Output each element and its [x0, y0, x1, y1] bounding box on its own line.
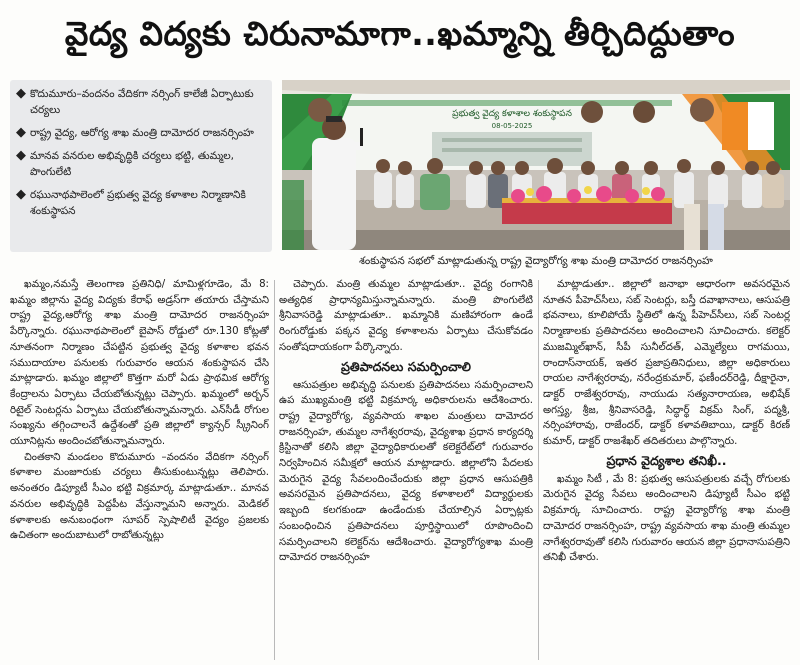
bullet-icon: ◆ — [16, 125, 26, 140]
highlight-text: రఘునాథపాలెంలో ప్రభుత్వ వైద్య కళాశాల నిర్మాణానికి శంకుస్థాపన — [30, 189, 246, 217]
article-paragraph: చెప్పారు. మంత్రి తుమ్మల మాట్లాడుతూ.. వైద్య రంగానికి అత్యధిక ప్రాధాన్యమిస్తున్నామన్నారు. మంత్రి పొంగులేటి శ్రీనివాసరెడ్డి మాట్లాడుతూ.. ఖమ్మానికి మణిహారంగా ఉండే రింగురోడ్డుకు పక్కన వైద్య కళాశాలను ఏర్పాటు చేసుకోవడం సంతోషదాయకంగా పేర్కొన్నారు. — [279, 279, 533, 353]
highlights-box — [10, 80, 272, 252]
highlight-item — [16, 187, 264, 219]
article-paragraph: ఖమ్మం సిటీ , మే 8: ప్రభుత్వ ఆసుపత్రులకు వచ్చే రోగులకు మెరుగైన వైద్య సేవలు అందించాలని డిప్యూటీ సీఎం భట్టి విక్రమార్క సూచించారు. రాష్ట్ర వైద్యారోగ్య శాఖ మంత్రి దామోదర రాజనర్సింహ, రాష్ట్ర వ్యవసాయ శాఖ మంత్రి తుమ్మల నాగేశ్వరరావుతో కలిసి గురువారం ఆయన జిల్లా ప్రధానాసుపత్రిని తనిఖీ చేశారు. — [543, 473, 790, 564]
bullet-icon: ◆ — [16, 148, 26, 163]
bullet-icon: ◆ — [16, 86, 26, 101]
headline: వైద్య విద్యకు చిరునామాగా..ఖమ్మాన్ని తీర్చిదిద్దుతాం — [64, 13, 736, 53]
article-column-1 — [10, 277, 269, 662]
banner-date: 08-05-2025 — [491, 122, 533, 130]
article-paragraph: ఖమ్మం,నమస్తే తెలంగాణ ప్రతినిధి/ మామిళ్లగూడెం, మే 8: ఖమ్మం జిల్లాను వైద్య విద్యకు కేరాఫ్ అడ్రస్‌గా తయారు చేస్తామని రాష్ట్ర వైద్య,ఆరోగ్య శాఖ మంత్రి దామోదర రాజనర్సింహ పేర్కొన్నారు. రఘునాథపాలెంలో బైపాస్ రోడ్డులో రూ.130 కోట్లతో నూతనంగా నిర్మాణం చేపట్టిన ప్రభుత్వ వైద్య కళాశాల భవన సముదాయాల పనులకు గురువారం ఆయన శంకుస్థాపన చేసి మాట్లాడారు. ఖమ్మం జిల్లాలో కొత్తగా మరో ఏడు ప్రాథమిక ఆరోగ్య కేంద్రాలను ఏర్పాటు చేయబోతున్నట్లు చెప్పారు. ఖమ్మంలో అర్బన్ రిటైల్ సెంటర్లను ఏర్పాటు చేయబోతున్నామన్నారు. ఎన్‌సీడీ రోగుల సంఖ్యను తగ్గించాలనే ఉద్దేశంతో ప్రతి జిల్లాలో క్యాన్సర్ స్క్రీనింగ్ యూనిట్లను అందించబోతున్నామన్నారు. — [10, 279, 269, 448]
column-divider — [538, 280, 539, 660]
event-photo — [282, 80, 790, 250]
highlight-text: రాష్ట్ర వైద్య, ఆరోగ్య శాఖ మంత్రి దామోదర రాజనర్సింహ — [30, 127, 254, 139]
highlight-item — [16, 148, 264, 180]
event-photo-illustration — [282, 80, 790, 250]
highlight-text: కొదుమూరు–వందనం వేదికగా నర్సింగ్ కాలేజీ ఏర్పాటుకు చర్యలు — [30, 88, 254, 116]
highlight-text: మానవ వనరుల అభివృద్ధికి చర్యలు భట్టి, తుమ్మల, పొంగులేటి — [30, 150, 234, 178]
bullet-icon: ◆ — [16, 187, 26, 202]
photo-caption: శంకుస్థాపన సభలో మాట్లాడుతున్న రాష్ట్ర వైద్యారోగ్య శాఖ మంత్రి దామోదర రాజనర్సింహ — [359, 255, 713, 267]
section-subhead: ప్రధాన వైద్యశాల తనిఖీ.. — [606, 452, 727, 468]
column-divider — [274, 280, 275, 660]
article-paragraph: మాట్లాడుతూ.. జిల్లాలో జనాభా ఆధారంగా అవసరమైన నూతన పీహెచ్‌సీలు, సబ్ సెంటర్లు, బస్తీ దవాఖానాలు, ఆసుపత్రి భవనాలు, కూలిపోయే స్థితిలో ఉన్న పీహెచ్‌సీలు, సబ్ సెంటర్ల నిర్మాణాలకు ప్రతిపాదనలు అందించాలని సూచించారు. కలెక్టర్ ముజమ్మిల్‌ఖాన్, సీపీ సునీల్‌దత్, ఎమ్మెల్యేలు రాగమయి, రాందాస్‌నాయక్, ఇతర ప్రజాప్రతినిధులు, జిల్లా అధికారులు రాయల నాగేశ్వరరావు, నరేంద్రకుమార్, ఫణీందర్‌రెడ్డి, దీక్షారైనా, డాక్టర్ రాజేశ్వరరావు, నాయుడు సత్యనారాయణ, అభిషేక్ అగస్త్య, శ్రీజ, శ్రీనివాసరెడ్డి, సిద్ధార్థ్ విక్రమ్ సింగ్, పద్మశ్రీ, నర్సింహారావు, రాజేందర్, డాక్టర్ కళావతిబాయి, డాక్టర్ కిరణ్ కుమార్, డాక్టర్ రాజశేఖర్ తదితరులు పాల్గొన్నారు. — [543, 279, 790, 448]
section-subhead: ప్రతిపాదనలు సమర్పించాలి — [341, 358, 471, 374]
article-paragraph: ఆసుపత్రుల అభివృద్ధి పనులకు ప్రతిపాదనలు సమర్పించాలని ఉప ముఖ్యమంత్రి భట్టి విక్రమార్క అధికారులను ఆదేశించారు. రాష్ట్ర వైద్యారోగ్య, వ్యవసాయ శాఖల మంత్రులు దామోదర రాజనర్సింహ, తుమ్మల నాగేశ్వరరావు, వైద్యశాఖ ప్రధాన కార్యదర్శి క్రిస్టినాతో కలిసి జిల్లా వైద్యాధికారులతో కలెక్టరేట్‌లో గురువారం నిర్వహించిన సమీక్షలో ఆయన మాట్లాడారు. జిల్లాలోని పేదలకు మెరుగైన వైద్య సేవలందించేందుకు జిల్లా ప్రధాన ఆసుపత్రికి అవసరమైన ప్రతిపాదనలు, వైద్య కళాశాలలో విద్యార్థులకు ఇబ్బంది కలగకుండా ఉండేందుకు చేయాల్సిన ఏర్పాట్లకు సంబంధించిన ప్రతిపాదనలు పూర్తిస్థాయిలో రూపొందించి సమర్పించాలని కలెక్టర్‌ను ఆదేశించారు. వైద్యారోగ్యశాఖ మంత్రి దామోదర రాజనర్సింహ — [279, 379, 533, 564]
article-column-2 — [279, 277, 533, 662]
article-paragraph: చింతకాని మండలం కొదుమూరు –వందనం వేదికగా నర్సింగ్ కళాశాల మంజూరుకు చర్యలు తీసుకుంటున్నట్లు తెలిపారు. అనంతరం డిప్యూటీ సీఎం భట్టి విక్రమార్క మాట్లాడుతూ.. మానవ వనరుల అభివృద్ధికి పెద్దపీట వేస్తున్నామని అన్నారు. మెడికల్ కళాశాలకు అనుబంధంగా సూపర్ స్పెషాలిటీ వైద్యం ప్రజలకు ఉచితంగా అందుబాటులో రాబోతున్నట్లు — [10, 451, 269, 542]
highlight-item — [16, 125, 264, 141]
banner-text: ప్రభుత్వ వైద్య కళాశాల శంకుస్థాపన — [452, 109, 572, 119]
highlight-item — [16, 86, 264, 118]
article-column-3 — [543, 277, 790, 662]
